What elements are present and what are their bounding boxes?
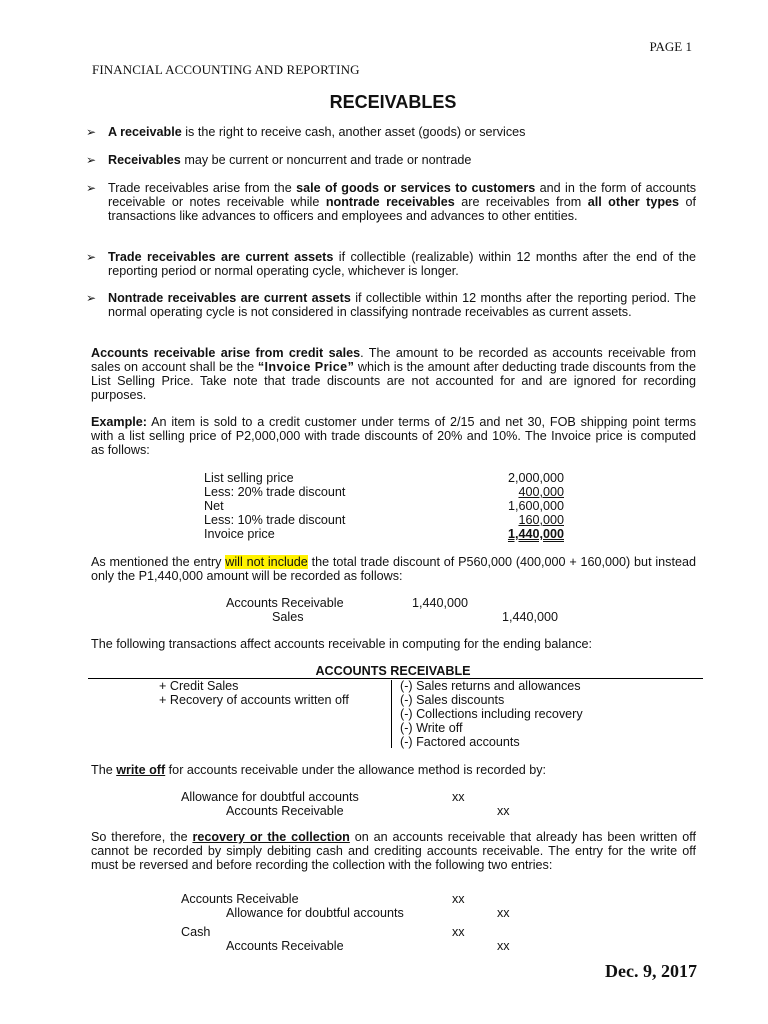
bold-underlined-term: write off [116, 763, 166, 777]
bold-term: Nontrade receivables are current assets [108, 291, 351, 305]
bold-term: Trade receivables are current assets [108, 250, 334, 264]
bullet-arrow-icon: ➢ [86, 181, 97, 195]
paragraph-example [91, 415, 696, 457]
computation-label: List selling price [204, 471, 294, 485]
computation-value: 1,600,000 [507, 499, 564, 513]
bold-term: “Invoice Price” [257, 360, 355, 374]
page-title: RECEIVABLES [329, 92, 457, 112]
document-date: Dec. 9, 2017 [605, 961, 697, 981]
text-run: on an accounts receivable that already has been written off cannot be recorded by simply debiting cash and crediting accounts receivable. The entry for the write off must be reversed and before recording the collection with the following two entries: [91, 830, 696, 872]
t-account-credit-item: (-) Write off [400, 721, 463, 735]
bullet-text [108, 250, 696, 278]
text-run: As mentioned the entry [91, 555, 226, 569]
text-run: which is the amount after deducting trade discounts from the List Selling Price. Take note that trade discounts are not accounted for and are ignored for recording purposes. [91, 360, 696, 402]
credit-amount: xx [497, 804, 510, 818]
computation-value [460, 485, 564, 499]
bullet-arrow-icon: ➢ [86, 291, 97, 305]
bullet-text [108, 291, 696, 319]
t-account-credit-item: (-) Factored accounts [400, 735, 520, 749]
text-run: . The amount to be recorded as accounts receivable from sales on account shall be the [91, 346, 697, 374]
document-header: FINANCIAL ACCOUNTING AND REPORTING [92, 62, 360, 77]
t-account-credit-item: (-) Sales discounts [400, 693, 505, 707]
credit-amount: xx [497, 939, 510, 953]
debit-account: Allowance for doubtful accounts [181, 790, 359, 804]
bold-term: Receivables [108, 153, 181, 167]
computation-value: 2,000,000 [507, 471, 564, 485]
paragraph-entry-note [91, 555, 696, 583]
invoice-total-value: 1,440,000 [507, 527, 564, 541]
bullet-arrow-icon: ➢ [86, 125, 97, 139]
computation-label: Net [204, 499, 224, 513]
bullet-text [108, 153, 696, 167]
t-account-title: ACCOUNTS RECEIVABLE [315, 664, 471, 678]
bold-term: Accounts receivable arise from credit sales [91, 346, 361, 360]
text-run: are receivables from [454, 195, 588, 209]
credit-account: Accounts Receivable [226, 804, 344, 818]
paragraph-write-off [91, 763, 546, 777]
debit-account: Accounts Receivable [226, 596, 344, 610]
bullet-text [108, 125, 696, 139]
t-account-credit-item: (-) Collections including recovery [400, 707, 583, 721]
bold-underlined-term: recovery or the collection [192, 830, 350, 844]
computation-label: Less: 20% trade discount [204, 485, 346, 499]
bold-term: nontrade receivables [325, 195, 455, 209]
text-run: for accounts receivable under the allowance method is recorded by: [165, 763, 547, 777]
debit-amount: xx [452, 925, 465, 939]
bold-term: all other types [587, 195, 680, 209]
text-run: the total trade discount of P560,000 (400,000 + 160,000) but instead only the P1,440,000 amount will be recorded as follows: [91, 555, 696, 583]
t-account-debit-item: + Credit Sales [159, 679, 239, 693]
text-run: of transactions like advances to officers and employees and advances to other entities. [108, 195, 696, 223]
computation-total [460, 527, 564, 541]
bold-term: sale of goods or services to customers [296, 181, 536, 195]
paragraph-recovery [91, 830, 696, 872]
debit-account: Accounts Receivable [181, 892, 299, 906]
paragraph-accounts-receivable [91, 346, 696, 402]
page-number: PAGE 1 [649, 39, 692, 54]
paragraph-transactions: The following transactions affect accounts receivable in computing for the ending balance: [91, 637, 593, 651]
bold-term: Example: [91, 415, 147, 429]
bullet-arrow-icon: ➢ [86, 250, 97, 264]
underlined-value: 160,000 [518, 513, 564, 527]
bullet-text [108, 181, 696, 223]
text-run: and in the form of accounts receivable or notes receivable while [108, 181, 697, 209]
bullet-body: is the right to receive cash, another asset (goods) or services [181, 125, 526, 139]
debit-amount: 1,440,000 [411, 596, 468, 610]
computation-label: Less: 10% trade discount [204, 513, 346, 527]
underlined-value: 400,000 [518, 485, 564, 499]
t-account-credit-item: (-) Sales returns and allowances [400, 679, 581, 693]
t-account-debit-item: + Recovery of accounts written off [159, 693, 349, 707]
debit-amount: xx [452, 892, 465, 906]
text-run: Trade receivables arise from the [108, 181, 297, 195]
computation-value [460, 513, 564, 527]
debit-account: Cash [181, 925, 211, 939]
credit-amount: 1,440,000 [501, 610, 558, 624]
credit-account: Sales [272, 610, 304, 624]
highlighted-text: will not include [225, 555, 308, 569]
computation-label: Invoice price [204, 527, 275, 541]
t-account-vertical-rule [391, 680, 392, 748]
text-run: The [91, 763, 117, 777]
credit-amount: xx [497, 906, 510, 920]
debit-amount: xx [452, 790, 465, 804]
bullet-arrow-icon: ➢ [86, 153, 97, 167]
text-run: So therefore, the [91, 830, 193, 844]
bullet-body: if collectible within 12 months after the reporting period. The normal operating cycle is not considered in classifying nontrade receivables as current assets. [108, 291, 697, 319]
text-run: An item is sold to a credit customer under terms of 2/15 and net 30, FOB shipping point terms with a list selling price of P2,000,000 with trade discounts of 20% and 10%. The Invoice price is computed as follows: [91, 415, 696, 457]
credit-account: Allowance for doubtful accounts [226, 906, 404, 920]
credit-account: Accounts Receivable [226, 939, 344, 953]
bold-term: A receivable [108, 125, 182, 139]
bullet-body: if collectible (realizable) within 12 months after the end of the reporting period or normal operating cycle, whichever is longer. [108, 250, 696, 278]
bullet-body: may be current or noncurrent and trade or nontrade [180, 153, 472, 167]
